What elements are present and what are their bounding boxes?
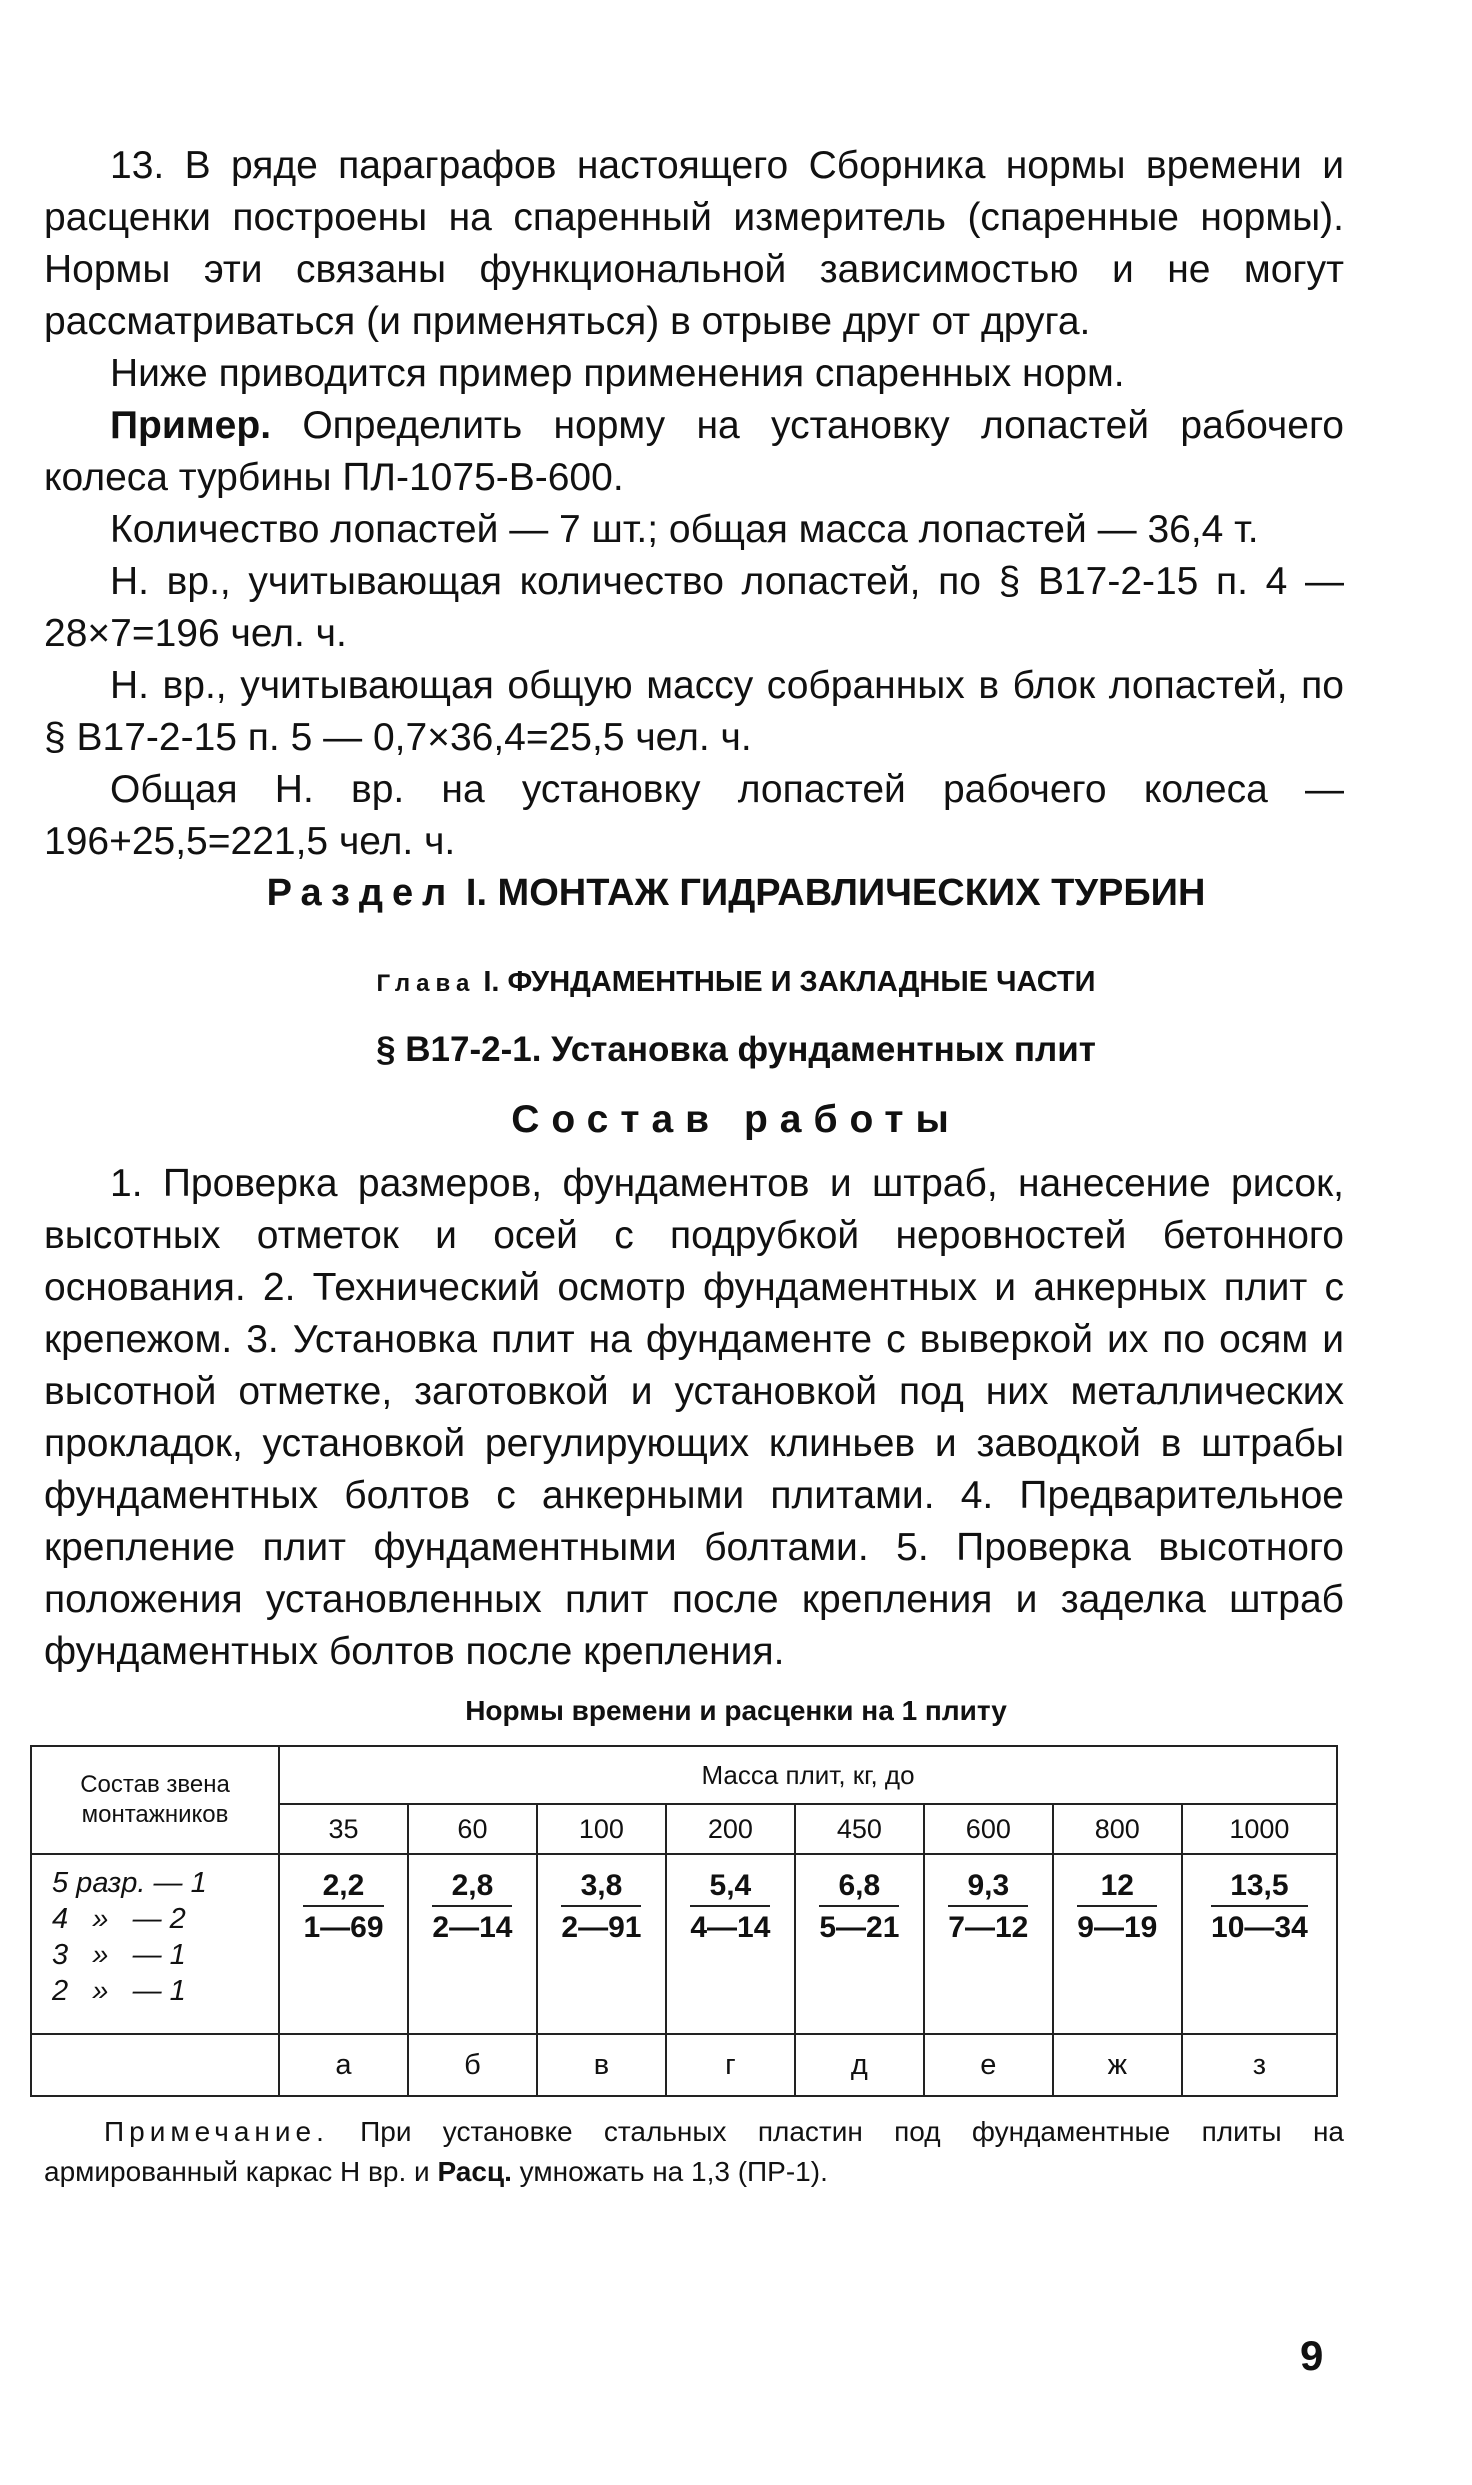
note-bold-term: Расц. bbox=[437, 2156, 512, 2187]
crew-header: Состав звена монтажников bbox=[31, 1746, 279, 1854]
norm-time: 5,4 bbox=[690, 1869, 770, 1907]
column-letter: з bbox=[1182, 2034, 1337, 2096]
intro-paragraph-norm-mass: Н. вр., учитывающая общую массу собранных в блок лопастей, по § В17-2-15 п. 5 — 0,7×36,4=25,5 чел. ч. bbox=[44, 664, 1344, 759]
column-letters-row bbox=[31, 2034, 1337, 2096]
crew-line: 5 разр. — 1 bbox=[52, 1867, 207, 1899]
norm-price: 7—12 bbox=[948, 1911, 1029, 1944]
table-header-row bbox=[31, 1746, 1337, 1804]
norm-price: 2—14 bbox=[432, 1911, 513, 1944]
norm-time: 9,3 bbox=[948, 1869, 1028, 1907]
norm-time: 2,8 bbox=[432, 1869, 512, 1907]
norm-price: 5—21 bbox=[819, 1911, 900, 1944]
mass-value: 60 bbox=[408, 1804, 537, 1854]
column-letter: ж bbox=[1053, 2034, 1182, 2096]
intro-paragraph-13: 13. В ряде параграфов настоящего Сборника нормы времени и расценки построены на спаренный измеритель (спаренные нормы). Нормы эти связаны функциональной зависимостью и не могут рассматриваться (и применяться) в отрыве друг от друга. bbox=[44, 144, 1344, 343]
paragraph-heading: § В17-2-1. Установка фундаментных плит bbox=[376, 1030, 1096, 1069]
norm-price: 9—19 bbox=[1077, 1911, 1158, 1944]
note-label: Примечание. bbox=[104, 2116, 329, 2147]
column-letter: а bbox=[279, 2034, 408, 2096]
crew-line: 2 » — 1 bbox=[52, 1975, 186, 2007]
mass-value: 35 bbox=[279, 1804, 408, 1854]
chapter-heading bbox=[0, 966, 1472, 999]
norm-cell bbox=[1053, 1854, 1182, 2034]
section-prefix: Раздел bbox=[266, 872, 456, 914]
column-letter: в bbox=[537, 2034, 666, 2096]
note-text: При установке стальных пластин под фундаментные плиты на армированный каркас Н вр. и bbox=[44, 2116, 1344, 2187]
composition-heading: Состав работы bbox=[511, 1098, 961, 1141]
norm-time: 13,5 bbox=[1211, 1869, 1308, 1907]
mass-value: 1000 bbox=[1182, 1804, 1337, 1854]
mass-header: Масса плит, кг, до bbox=[279, 1746, 1337, 1804]
page-number: 9 bbox=[1300, 2332, 1324, 2379]
mass-value: 800 bbox=[1053, 1804, 1182, 1854]
mass-value: 450 bbox=[795, 1804, 924, 1854]
section-title: I. МОНТАЖ ГИДРАВЛИЧЕСКИХ ТУРБИН bbox=[455, 872, 1206, 914]
crew-line: 4 » — 2 bbox=[52, 1903, 186, 1935]
intro-paragraph-norm-count: Н. вр., учитывающая количество лопастей, по § В17-2-15 п. 4 — 28×7=196 чел. ч. bbox=[44, 560, 1344, 655]
norm-price: 1—69 bbox=[303, 1911, 384, 1944]
norm-time: 2,2 bbox=[303, 1869, 383, 1907]
norm-cell bbox=[408, 1854, 537, 2034]
column-letter: д bbox=[795, 2034, 924, 2096]
intro-paragraph-example-lead: Ниже приводится пример применения спаренных норм. bbox=[110, 352, 1125, 395]
intro-paragraph-example bbox=[44, 400, 1344, 504]
crew-line: 3 » — 1 bbox=[52, 1939, 186, 1971]
column-letter: г bbox=[666, 2034, 795, 2096]
chapter-title: I. ФУНДАМЕНТНЫЕ И ЗАКЛАДНЫЕ ЧАСТИ bbox=[475, 966, 1096, 998]
mass-value: 600 bbox=[924, 1804, 1053, 1854]
norm-cell bbox=[537, 1854, 666, 2034]
column-letter: е bbox=[924, 2034, 1053, 2096]
section-heading bbox=[0, 872, 1472, 915]
intro-paragraph-total: Общая Н. вр. на установку лопастей рабочего колеса — 196+25,5=221,5 чел. ч. bbox=[44, 768, 1344, 863]
work-composition-paragraph: 1. Проверка размеров, фундаментов и штраб, нанесение рисок, высотных отметок и осей с подрубкой неровностей бетонного основания. 2. Технический осмотр фундаментных и анкерных плит с крепежом. 3. Установка плит на фундаменте с выверкой их по осям и высотной отметке, заготовкой и установкой под них металлических прокладок, установкой регулирующих клиньев и заводкой в штрабы фундаментных болтов с анкерными плитами. 4. Предварительное крепление плит фундаментными болтами. 5. Проверка высотного положения установленных плит после крепления и заделка штраб фундаментных болтов после крепления. bbox=[44, 1162, 1344, 1673]
norm-time: 3,8 bbox=[561, 1869, 641, 1907]
example-label: Пример. bbox=[110, 404, 272, 447]
chapter-prefix: Глава bbox=[376, 970, 476, 997]
mass-value: 200 bbox=[666, 1804, 795, 1854]
norm-cell bbox=[1182, 1854, 1337, 2034]
norm-price: 4—14 bbox=[690, 1911, 771, 1944]
norm-cell bbox=[279, 1854, 408, 2034]
intro-paragraph-count: Количество лопастей — 7 шт.; общая масса лопастей — 36,4 т. bbox=[110, 508, 1259, 551]
table-row bbox=[31, 1854, 1337, 2034]
note-text-end: умножать на 1,3 (ПР-1). bbox=[511, 2156, 828, 2187]
work-composition-text bbox=[44, 1158, 1344, 1678]
table-title: Нормы времени и расценки на 1 плиту bbox=[465, 1695, 1007, 1726]
norm-price: 2—91 bbox=[561, 1911, 642, 1944]
norm-cell bbox=[795, 1854, 924, 2034]
norm-cell bbox=[924, 1854, 1053, 2034]
column-letter: б bbox=[408, 2034, 537, 2096]
intro-text bbox=[44, 140, 1344, 868]
norm-price: 10—34 bbox=[1211, 1911, 1308, 1944]
mass-value: 100 bbox=[537, 1804, 666, 1854]
example-text: Определить норму на установку лопастей рабочего колеса турбины ПЛ-1075-В-600. bbox=[44, 404, 1344, 499]
table-note bbox=[44, 2112, 1344, 2192]
crew-composition bbox=[31, 1854, 279, 2034]
empty-cell bbox=[31, 2034, 279, 2096]
norm-time: 6,8 bbox=[819, 1869, 899, 1907]
norm-time: 12 bbox=[1077, 1869, 1157, 1907]
norm-cell bbox=[666, 1854, 795, 2034]
norms-table bbox=[30, 1745, 1338, 2097]
